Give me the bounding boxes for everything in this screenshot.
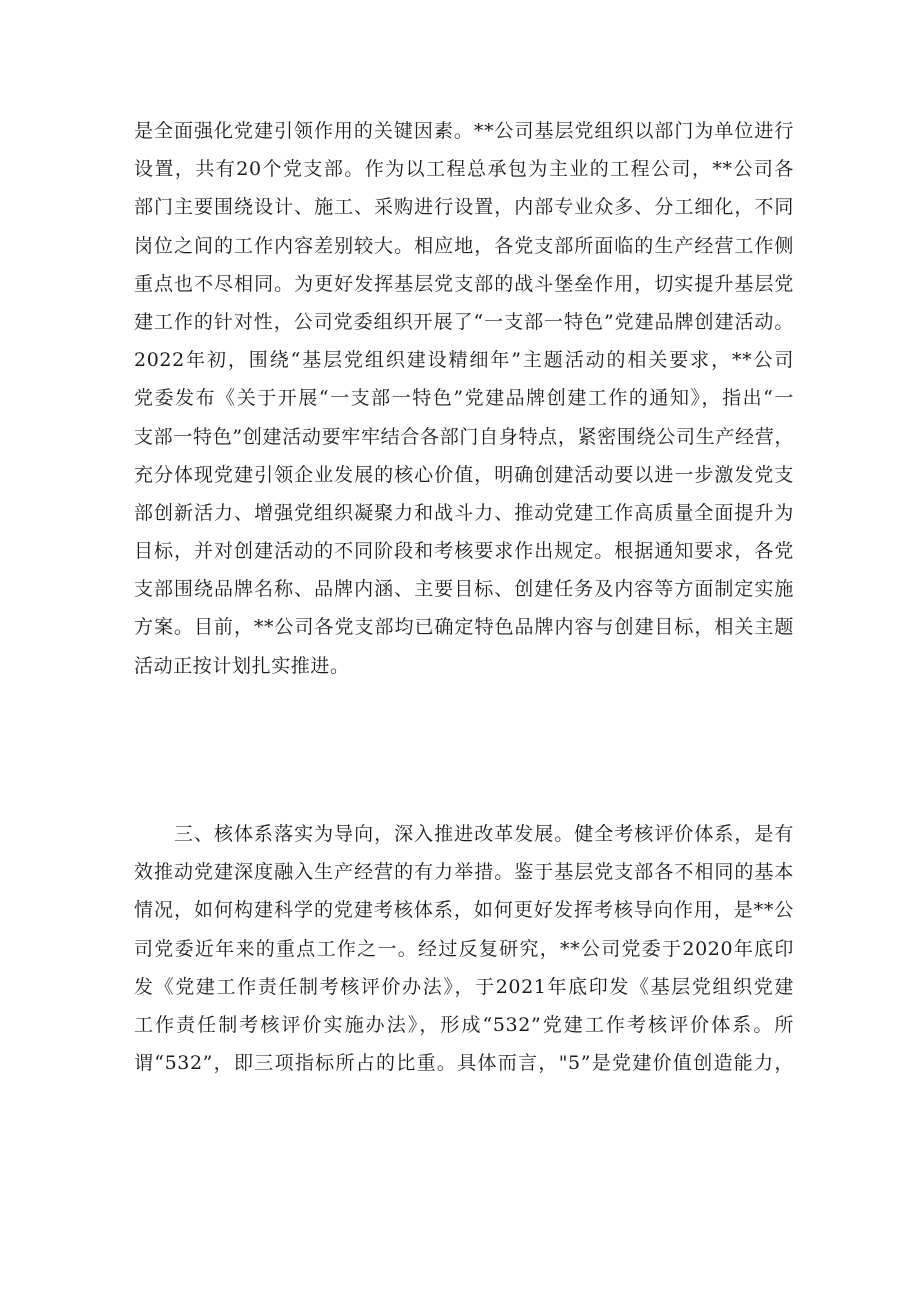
- text-line: 党委发布《关于开展“一支部一特色”党建品牌创建工作的通知》，指出“一: [134, 387, 794, 410]
- text-line: 发《党建工作责任制考核评价办法》，于2021年底印发《基层党组织党建: [134, 975, 794, 998]
- text-line: 建工作的针对性，公司党委组织开展了“一支部一特色”党建品牌创建活动。: [134, 310, 794, 333]
- text-line: 支部围绕品牌名称、品牌内涵、主要目标、创建任务及内容等方面制定实施: [134, 578, 794, 601]
- text-line: 充分体现党建引领企业发展的核心价值，明确创建活动要以进一步激发党支: [134, 463, 794, 486]
- text-line: 司党委近年来的重点工作之一。经过反复研究，**公司党委于2020年底印: [134, 937, 794, 960]
- text-line: 2022年初，围绕“基层党组织建设精细年”主题活动的相关要求，**公司: [134, 349, 794, 372]
- text-line: 谓“532”，即三项指标所占的比重。具体而言，"5”是党建价值创造能力，: [134, 1052, 794, 1075]
- text-line: 情况，如何构建科学的党建考核体系，如何更好发挥考核导向作用，是**公: [134, 899, 794, 922]
- text-line: 支部一特色”创建活动要牢牢结合各部门自身特点，紧密围绕公司生产经营，: [134, 425, 794, 448]
- section-heading-line: 三、核体系落实为导向，深入推进改革发展。健全考核评价体系，是有: [174, 823, 794, 845]
- text-line: 方案。目前，**公司各党支部均已确定特色品牌内容与创建目标，相关主题: [134, 616, 794, 639]
- text-line: 目标，并对创建活动的不同阶段和考核要求作出规定。根据通知要求，各党: [134, 540, 794, 563]
- paragraph-2: [134, 815, 794, 1082]
- text-line: 效推动党建深度融入生产经营的有力举措。鉴于基层党支部各不相同的基本: [134, 861, 794, 884]
- text-line: 设置，共有20个党支部。作为以工程总承包为主业的工程公司，**公司各: [134, 158, 794, 181]
- text-line: 活动正按计划扎实推进。: [134, 654, 350, 677]
- text-line: 是全面强化党建引领作用的关键因素。**公司基层党组织以部门为单位进行: [134, 120, 794, 142]
- text-line: 部创新活力、增强党组织凝聚力和战斗力、推动党建工作高质量全面提升为: [134, 501, 794, 524]
- text-line: 岗位之间的工作内容差别较大。相应地，各党支部所面临的生产经营工作侧: [134, 234, 794, 257]
- text-line: 工作责任制考核评价实施办法》，形成“532”党建工作考核评价体系。所: [134, 1013, 794, 1036]
- text-line: 重点也不尽相同。为更好发挥基层党支部的战斗堡垒作用，切实提升基层党: [134, 272, 794, 295]
- paragraph-1: [134, 112, 794, 685]
- text-line: 部门主要围绕设计、施工、采购进行设置，内部专业众多、分工细化，不同: [134, 196, 794, 219]
